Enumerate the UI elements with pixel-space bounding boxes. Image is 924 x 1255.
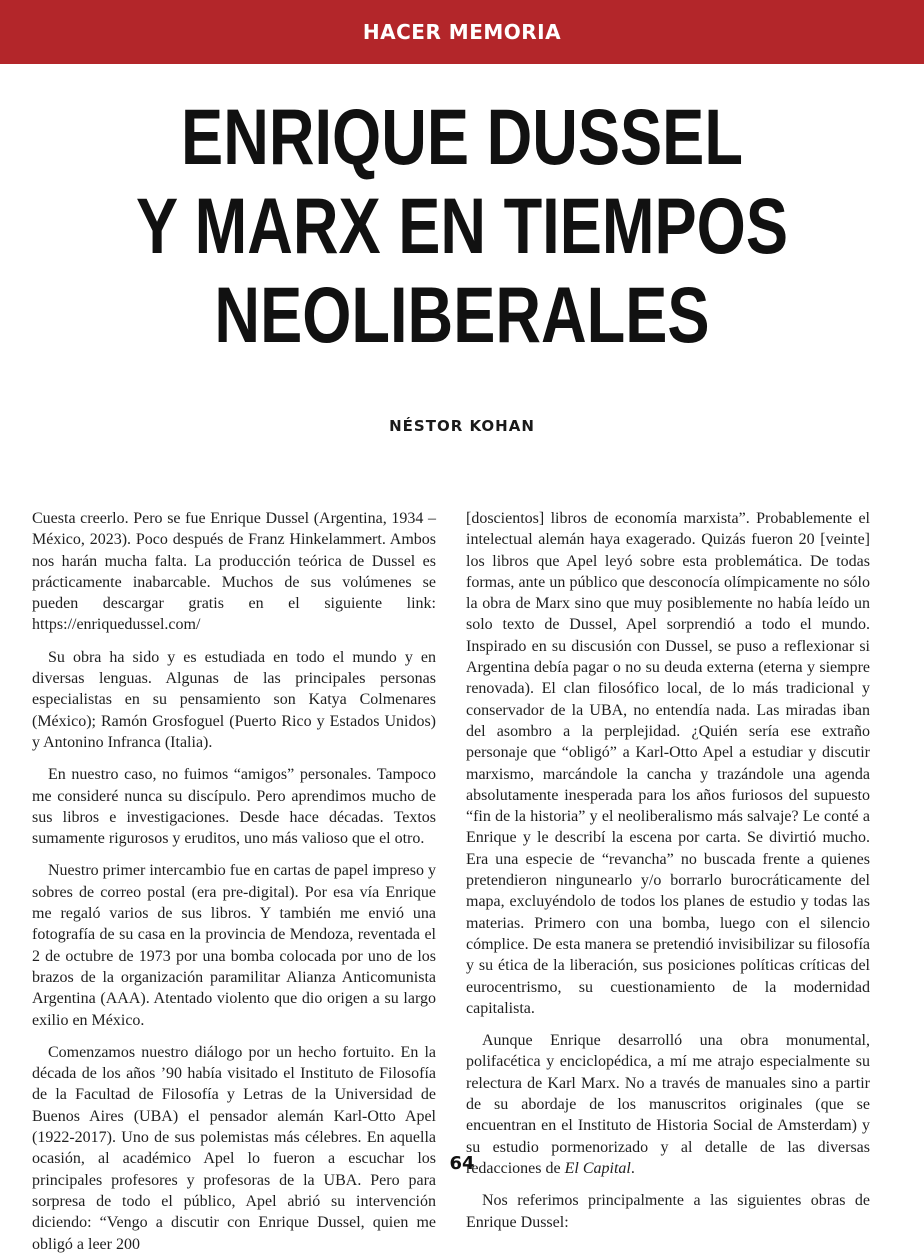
paragraph: Cuesta creerlo. Pero se fue Enrique Dussel (Argentina, 1934 – México, 2023). Poco después de Franz Hinkelammert. Ambos nos harán mucha falta. La producción teórica de Dussel es prácticamente inabarcable. Muchos de sus volúmenes se pueden descargar gratis en el siguiente link: https://enriquedussel.com/ [32,510,436,634]
body-column-right [466,508,870,1233]
paragraph: Nuestro primer intercambio fue en cartas de papel impreso y sobres de correo postal (era pre-digital). Por esa vía Enrique me regaló varios de sus libros. Y también me envió una fotografía de su casa en la provincia de Mendoza, reventada el 2 de octubre de 1973 por una bomba colocada por uno de los brazos de la organización paramilitar Alianza Anticomunista Argentina (AAA). Atentado violento que dio origen a su largo exilio en México. [32,862,436,1029]
section-label: HACER MEMORIA [362,20,562,44]
section-header-bar [0,0,924,64]
article-title [92,92,831,359]
paragraph-end: . [630,1159,635,1177]
paragraph: Nos referimos principalmente a las siguientes obras de Enrique Dussel: [466,1192,870,1231]
title-line: ENRIQUE DUSSEL [181,92,743,181]
title-line: NEOLIBERALES [214,270,710,359]
paragraph: Comenzamos nuestro diálogo por un hecho fortuito. En la década de los años ’90 había visitado el Instituto de Filosofía de la Facultad de Filosofía y Letras de la Universidad de Buenos Aires (UBA) el pensador alemán Karl-Otto Apel (1922-2017). Uno de sus polemistas más célebres. En aquella ocasión, al académico Apel lo fueron a escuchar los principales profesores y profesoras de la UBA. Pero para sorpresa de todo el público, Apel abrió su intervención diciendo: “Vengo a discutir con Enrique Dussel, quien me obligó a leer 200 [32,1043,436,1253]
author-byline: NÉSTOR KOHAN [389,417,535,435]
body-column-left [32,508,436,1255]
page-number: 64 [449,1153,475,1174]
paragraph-text: Aunque Enrique desarrolló una obra monumental, polifacética y enciclopédica, a mí me atrajo especialmente su relectura de Karl Marx. No a través de manuales sino a partir de su abordaje de los manuscritos originales (que se encuentran en el Instituto de Historia Social de Amsterdam) y su estudio pormenorizado y al detalle de las diversas redacciones de [466,1032,870,1177]
paragraph: Su obra ha sido y es estudiada en todo el mundo y en diversas lenguas. Algunas de las principales personas especialistas en su pensamiento son Katya Colmenares (México); Ramón Grosfoguel (Puerto Rico y Estados Unidos) y Antonino Infranca (Italia). [32,648,436,751]
title-line: Y MARX EN TIEMPOS [136,181,788,270]
paragraph: En nuestro caso, no fuimos “amigos” personales. Tampoco me consideré nunca su discípulo. Pero aprendimos mucho de sus libros e investigaciones. Desde hace décadas. Textos sumamente rigurosos y eruditos, uno más valioso que el otro. [32,766,436,848]
paragraph-continuation: [doscientos] libros de economía marxista”. Probablemente el intelectual alemán haya exagerado. Quizás fueron 20 [veinte] los libros que Apel leyó sobre esta problemática. De todas formas, ante un público que desconocía olímpicamente no sólo la obra de Marx sino que muy posiblemente no había leído un solo texto de Dussel, Apel sorprendió a todo el mundo. Inspirado en su discusión con Dussel, se puso a reflexionar si Argentina debía pagar o no su deuda externa (eterna y siempre renovada). El clan filosófico local, de lo más tradicional y conservador de la UBA, no entendía nada. Las miradas iban del asombro a la perplejidad. ¿Quién sería ese extraño personaje que “obligó” a Karl-Otto Apel a estudiar y discutir marxismo, marcándole la cancha y trazándole una agenda absolutamente inesperada para los años furiosos del supuesto “fin de la historia” y el neoliberalismo más salvaje? Le conté a Enrique y le describí la escena por carta. Se divirtió mucho. Era una especie de “revancha” no buscada frente a quienes pretendieron ningunearlo y/o borrarlo burocráticamente del mapa, excluyéndolo de todos los planes de estudio y todas las materias. Primero con una bomba, luego con el silencio cómplice. De esta manera se pretendió invisibilizar su filosofía y su ética de la liberación, sus posiciones políticas críticas del eurocentrismo, su cuestionamiento de la modernidad capitalista. [466,510,870,1017]
book-title-italic: El Capital [564,1159,631,1177]
